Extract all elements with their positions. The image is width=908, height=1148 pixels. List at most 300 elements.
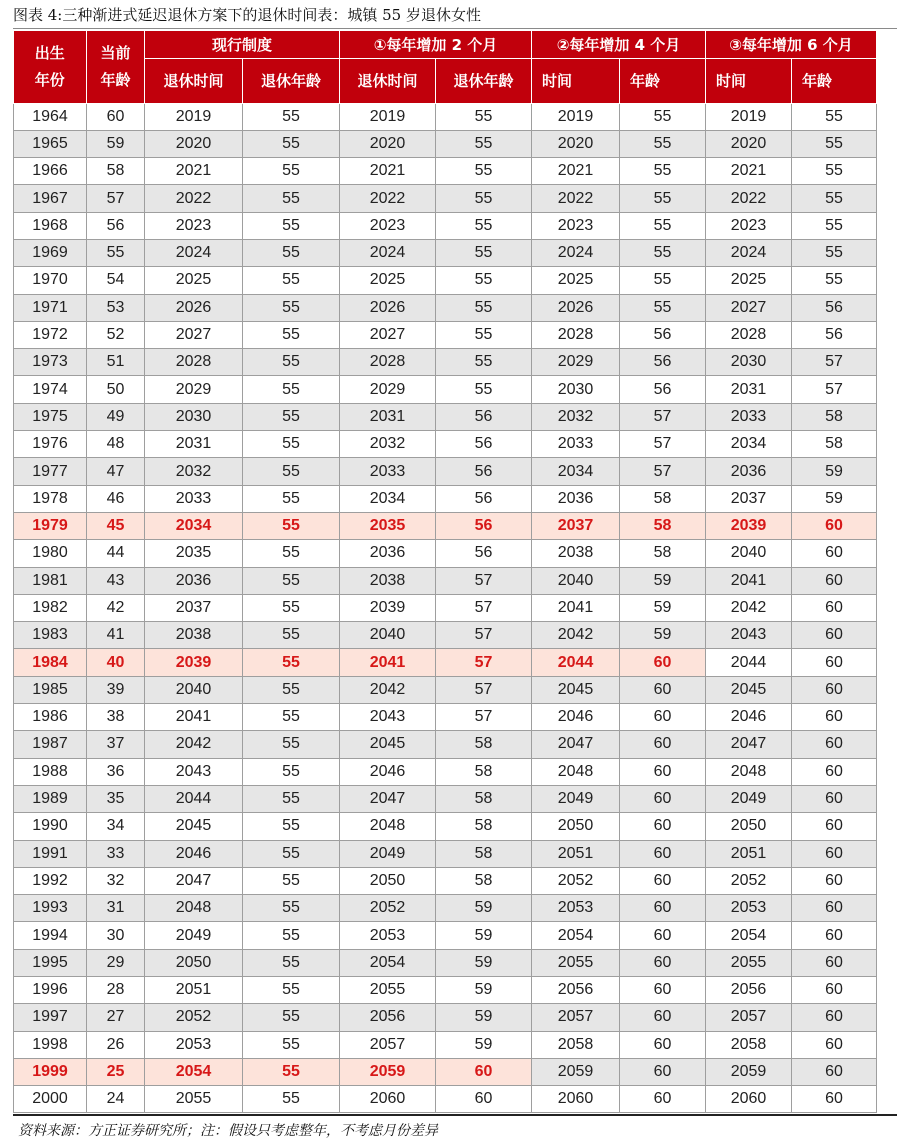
current-retire-time-cell: 2043 <box>145 758 243 785</box>
table-row <box>14 185 877 212</box>
plan2-time-cell: 2029 <box>532 349 620 376</box>
plan2-age-cell: 56 <box>620 376 706 403</box>
plan2-age-cell: 59 <box>620 594 706 621</box>
plan2-age-cell: 56 <box>620 349 706 376</box>
current-age-cell: 38 <box>87 704 145 731</box>
plan3-time-cell: 2034 <box>706 431 792 458</box>
header-sub-age: 年龄 <box>792 58 877 103</box>
plan1-age-cell: 58 <box>436 867 532 894</box>
table-row <box>14 1086 877 1113</box>
birth-year-cell: 1966 <box>14 158 87 185</box>
plan1-age-cell: 59 <box>436 1004 532 1031</box>
plan1-time-cell: 2035 <box>340 512 436 539</box>
table-row <box>14 676 877 703</box>
current-retire-age-cell: 55 <box>243 867 340 894</box>
header-sub-time: 时间 <box>532 58 620 103</box>
current-retire-age-cell: 55 <box>243 676 340 703</box>
current-retire-time-cell: 2023 <box>145 212 243 239</box>
plan3-time-cell: 2048 <box>706 758 792 785</box>
plan3-time-cell: 2020 <box>706 130 792 157</box>
table-row <box>14 403 877 430</box>
current-retire-time-cell: 2024 <box>145 239 243 266</box>
plan2-time-cell: 2044 <box>532 649 620 676</box>
plan1-time-cell: 2032 <box>340 431 436 458</box>
table-row <box>14 158 877 185</box>
table-row <box>14 349 877 376</box>
header-birth-year-line1: 出生 <box>34 43 65 62</box>
plan2-age-cell: 60 <box>620 922 706 949</box>
plan1-age-cell: 59 <box>436 949 532 976</box>
current-retire-age-cell: 55 <box>243 922 340 949</box>
plan1-age-cell: 58 <box>436 758 532 785</box>
plan1-age-cell: 55 <box>436 376 532 403</box>
header-sub-retire-age: 退休年龄 <box>436 58 532 103</box>
header-group-plan-2: ②每年增加 4 个月 <box>532 31 706 58</box>
plan1-time-cell: 2049 <box>340 840 436 867</box>
plan2-time-cell: 2033 <box>532 431 620 458</box>
birth-year-cell: 2000 <box>14 1086 87 1113</box>
plan3-age-cell: 60 <box>792 704 877 731</box>
current-retire-time-cell: 2045 <box>145 813 243 840</box>
birth-year-cell: 1988 <box>14 758 87 785</box>
plan1-time-cell: 2029 <box>340 376 436 403</box>
header-sub-time: 时间 <box>706 58 792 103</box>
plan2-age-cell: 60 <box>620 785 706 812</box>
plan3-age-cell: 60 <box>792 1086 877 1113</box>
source-note: 资料来源：方正证券研究所；注：假设只考虑整年，不考虑月份差异 <box>18 1123 438 1139</box>
table-title: 图表 4:三种渐进式延迟退休方案下的退休时间表：城镇 55 岁退休女性 <box>13 6 481 24</box>
plan3-time-cell: 2028 <box>706 321 792 348</box>
plan2-time-cell: 2057 <box>532 1004 620 1031</box>
plan3-age-cell: 55 <box>792 130 877 157</box>
plan2-age-cell: 55 <box>620 158 706 185</box>
current-age-cell: 37 <box>87 731 145 758</box>
plan1-age-cell: 58 <box>436 840 532 867</box>
current-age-cell: 45 <box>87 512 145 539</box>
birth-year-cell: 1992 <box>14 867 87 894</box>
plan1-age-cell: 56 <box>436 403 532 430</box>
birth-year-cell: 1970 <box>14 267 87 294</box>
plan3-age-cell: 60 <box>792 949 877 976</box>
current-retire-time-cell: 2048 <box>145 895 243 922</box>
plan1-age-cell: 55 <box>436 267 532 294</box>
current-retire-age-cell: 55 <box>243 512 340 539</box>
plan3-age-cell: 60 <box>792 622 877 649</box>
birth-year-cell: 1980 <box>14 540 87 567</box>
current-retire-time-cell: 2037 <box>145 594 243 621</box>
plan2-age-cell: 60 <box>620 1031 706 1058</box>
plan3-time-cell: 2039 <box>706 512 792 539</box>
plan1-time-cell: 2024 <box>340 239 436 266</box>
current-age-cell: 48 <box>87 431 145 458</box>
current-retire-time-cell: 2033 <box>145 485 243 512</box>
plan2-time-cell: 2034 <box>532 458 620 485</box>
plan1-age-cell: 55 <box>436 321 532 348</box>
plan2-time-cell: 2045 <box>532 676 620 703</box>
current-retire-age-cell: 55 <box>243 130 340 157</box>
current-retire-age-cell: 55 <box>243 103 340 130</box>
plan2-age-cell: 60 <box>620 840 706 867</box>
current-retire-time-cell: 2041 <box>145 704 243 731</box>
plan1-time-cell: 2052 <box>340 895 436 922</box>
plan2-age-cell: 60 <box>620 977 706 1004</box>
header-sub-retire-time: 退休时间 <box>340 58 436 103</box>
table-row <box>14 458 877 485</box>
plan3-time-cell: 2025 <box>706 267 792 294</box>
plan2-age-cell: 60 <box>620 731 706 758</box>
plan3-time-cell: 2054 <box>706 922 792 949</box>
plan1-time-cell: 2023 <box>340 212 436 239</box>
plan1-time-cell: 2040 <box>340 622 436 649</box>
birth-year-cell: 1996 <box>14 977 87 1004</box>
current-retire-age-cell: 55 <box>243 840 340 867</box>
plan1-age-cell: 55 <box>436 130 532 157</box>
current-retire-time-cell: 2028 <box>145 349 243 376</box>
current-retire-time-cell: 2034 <box>145 512 243 539</box>
table-row <box>14 1004 877 1031</box>
plan2-time-cell: 2030 <box>532 376 620 403</box>
plan3-age-cell: 60 <box>792 649 877 676</box>
plan2-time-cell: 2053 <box>532 895 620 922</box>
header-sub-retire-age: 退休年龄 <box>243 58 340 103</box>
plan1-age-cell: 57 <box>436 622 532 649</box>
current-retire-time-cell: 2029 <box>145 376 243 403</box>
header-current-age-line2: 年龄 <box>100 70 131 89</box>
table-row <box>14 649 877 676</box>
current-retire-time-cell: 2046 <box>145 840 243 867</box>
current-retire-time-cell: 2036 <box>145 567 243 594</box>
plan1-time-cell: 2022 <box>340 185 436 212</box>
plan2-time-cell: 2022 <box>532 185 620 212</box>
plan2-time-cell: 2048 <box>532 758 620 785</box>
plan2-time-cell: 2042 <box>532 622 620 649</box>
plan1-age-cell: 57 <box>436 649 532 676</box>
birth-year-cell: 1971 <box>14 294 87 321</box>
table-row <box>14 704 877 731</box>
current-retire-age-cell: 55 <box>243 594 340 621</box>
plan3-time-cell: 2047 <box>706 731 792 758</box>
plan2-time-cell: 2024 <box>532 239 620 266</box>
current-retire-time-cell: 2051 <box>145 977 243 1004</box>
current-retire-age-cell: 55 <box>243 239 340 266</box>
table-row <box>14 895 877 922</box>
plan1-time-cell: 2054 <box>340 949 436 976</box>
current-retire-age-cell: 55 <box>243 622 340 649</box>
current-age-cell: 41 <box>87 622 145 649</box>
plan3-age-cell: 60 <box>792 895 877 922</box>
birth-year-cell: 1989 <box>14 785 87 812</box>
birth-year-cell: 1990 <box>14 813 87 840</box>
table-row <box>14 103 877 130</box>
plan3-age-cell: 58 <box>792 431 877 458</box>
plan2-age-cell: 55 <box>620 267 706 294</box>
plan2-time-cell: 2041 <box>532 594 620 621</box>
birth-year-cell: 1981 <box>14 567 87 594</box>
plan3-age-cell: 60 <box>792 840 877 867</box>
plan2-time-cell: 2052 <box>532 867 620 894</box>
current-age-cell: 54 <box>87 267 145 294</box>
birth-year-cell: 1965 <box>14 130 87 157</box>
birth-year-cell: 1982 <box>14 594 87 621</box>
plan2-age-cell: 60 <box>620 813 706 840</box>
current-age-cell: 58 <box>87 158 145 185</box>
birth-year-cell: 1968 <box>14 212 87 239</box>
plan2-time-cell: 2055 <box>532 949 620 976</box>
table-row <box>14 922 877 949</box>
current-age-cell: 47 <box>87 458 145 485</box>
plan1-time-cell: 2027 <box>340 321 436 348</box>
current-age-cell: 31 <box>87 895 145 922</box>
current-retire-time-cell: 2038 <box>145 622 243 649</box>
plan3-time-cell: 2023 <box>706 212 792 239</box>
table-row <box>14 267 877 294</box>
plan3-time-cell: 2055 <box>706 949 792 976</box>
plan2-time-cell: 2056 <box>532 977 620 1004</box>
plan3-age-cell: 60 <box>792 676 877 703</box>
current-retire-age-cell: 55 <box>243 321 340 348</box>
plan3-age-cell: 60 <box>792 1031 877 1058</box>
plan3-time-cell: 2059 <box>706 1058 792 1085</box>
plan1-age-cell: 55 <box>436 239 532 266</box>
plan2-time-cell: 2036 <box>532 485 620 512</box>
current-retire-age-cell: 55 <box>243 949 340 976</box>
header-sub-age: 年龄 <box>620 58 706 103</box>
current-retire-time-cell: 2032 <box>145 458 243 485</box>
table-row <box>14 867 877 894</box>
table-row <box>14 540 877 567</box>
birth-year-cell: 1987 <box>14 731 87 758</box>
plan1-age-cell: 57 <box>436 594 532 621</box>
current-age-cell: 52 <box>87 321 145 348</box>
plan2-age-cell: 60 <box>620 676 706 703</box>
current-retire-age-cell: 55 <box>243 895 340 922</box>
current-retire-age-cell: 55 <box>243 212 340 239</box>
table-row <box>14 813 877 840</box>
birth-year-cell: 1998 <box>14 1031 87 1058</box>
current-age-cell: 29 <box>87 949 145 976</box>
plan1-time-cell: 2050 <box>340 867 436 894</box>
plan2-time-cell: 2049 <box>532 785 620 812</box>
birth-year-cell: 1999 <box>14 1058 87 1085</box>
plan3-time-cell: 2037 <box>706 485 792 512</box>
plan3-time-cell: 2060 <box>706 1086 792 1113</box>
plan2-time-cell: 2032 <box>532 403 620 430</box>
retirement-schedule-table <box>13 31 877 1113</box>
plan3-age-cell: 60 <box>792 1004 877 1031</box>
current-retire-age-cell: 55 <box>243 649 340 676</box>
plan3-age-cell: 60 <box>792 977 877 1004</box>
plan3-time-cell: 2019 <box>706 103 792 130</box>
current-retire-time-cell: 2040 <box>145 676 243 703</box>
plan3-age-cell: 59 <box>792 485 877 512</box>
plan3-age-cell: 56 <box>792 294 877 321</box>
plan1-age-cell: 55 <box>436 349 532 376</box>
current-retire-age-cell: 55 <box>243 403 340 430</box>
plan3-time-cell: 2021 <box>706 158 792 185</box>
plan1-time-cell: 2041 <box>340 649 436 676</box>
plan2-time-cell: 2050 <box>532 813 620 840</box>
plan3-time-cell: 2044 <box>706 649 792 676</box>
plan2-age-cell: 58 <box>620 540 706 567</box>
plan2-time-cell: 2058 <box>532 1031 620 1058</box>
current-age-cell: 33 <box>87 840 145 867</box>
plan3-time-cell: 2049 <box>706 785 792 812</box>
current-age-cell: 60 <box>87 103 145 130</box>
plan2-age-cell: 59 <box>620 622 706 649</box>
plan1-time-cell: 2056 <box>340 1004 436 1031</box>
current-age-cell: 30 <box>87 922 145 949</box>
plan3-time-cell: 2043 <box>706 622 792 649</box>
plan2-time-cell: 2028 <box>532 321 620 348</box>
current-retire-time-cell: 2044 <box>145 785 243 812</box>
plan3-age-cell: 55 <box>792 158 877 185</box>
table-row <box>14 431 877 458</box>
table-body <box>14 103 877 1113</box>
plan3-time-cell: 2045 <box>706 676 792 703</box>
birth-year-cell: 1973 <box>14 349 87 376</box>
plan2-age-cell: 55 <box>620 103 706 130</box>
plan1-age-cell: 58 <box>436 813 532 840</box>
plan2-age-cell: 57 <box>620 431 706 458</box>
plan3-age-cell: 57 <box>792 376 877 403</box>
plan2-time-cell: 2021 <box>532 158 620 185</box>
current-age-cell: 35 <box>87 785 145 812</box>
header-group-current-system: 现行制度 <box>145 31 340 58</box>
plan3-age-cell: 58 <box>792 403 877 430</box>
plan1-time-cell: 2043 <box>340 704 436 731</box>
plan3-time-cell: 2030 <box>706 349 792 376</box>
current-retire-age-cell: 55 <box>243 376 340 403</box>
plan1-time-cell: 2055 <box>340 977 436 1004</box>
plan3-time-cell: 2036 <box>706 458 792 485</box>
plan2-time-cell: 2040 <box>532 567 620 594</box>
current-age-cell: 43 <box>87 567 145 594</box>
plan3-time-cell: 2022 <box>706 185 792 212</box>
plan1-age-cell: 56 <box>436 512 532 539</box>
plan2-age-cell: 55 <box>620 294 706 321</box>
header-current-age-line1: 当前 <box>100 43 131 62</box>
plan2-age-cell: 55 <box>620 130 706 157</box>
table-row <box>14 512 877 539</box>
plan3-age-cell: 56 <box>792 321 877 348</box>
current-retire-age-cell: 55 <box>243 785 340 812</box>
plan1-age-cell: 60 <box>436 1086 532 1113</box>
current-age-cell: 28 <box>87 977 145 1004</box>
current-age-cell: 39 <box>87 676 145 703</box>
plan3-time-cell: 2053 <box>706 895 792 922</box>
birth-year-cell: 1972 <box>14 321 87 348</box>
birth-year-cell: 1964 <box>14 103 87 130</box>
bottom-divider <box>13 1114 897 1116</box>
header-birth-year-line2: 年份 <box>34 70 65 89</box>
plan2-age-cell: 60 <box>620 758 706 785</box>
plan2-time-cell: 2047 <box>532 731 620 758</box>
plan2-age-cell: 58 <box>620 485 706 512</box>
birth-year-cell: 1983 <box>14 622 87 649</box>
plan1-age-cell: 57 <box>436 567 532 594</box>
plan2-age-cell: 60 <box>620 1086 706 1113</box>
plan1-time-cell: 2045 <box>340 731 436 758</box>
current-retire-time-cell: 2054 <box>145 1058 243 1085</box>
current-retire-age-cell: 55 <box>243 185 340 212</box>
current-retire-time-cell: 2027 <box>145 321 243 348</box>
plan1-age-cell: 57 <box>436 704 532 731</box>
plan3-age-cell: 55 <box>792 267 877 294</box>
plan3-time-cell: 2057 <box>706 1004 792 1031</box>
plan2-time-cell: 2026 <box>532 294 620 321</box>
plan2-age-cell: 60 <box>620 895 706 922</box>
current-retire-age-cell: 55 <box>243 349 340 376</box>
birth-year-cell: 1997 <box>14 1004 87 1031</box>
current-retire-time-cell: 2026 <box>145 294 243 321</box>
current-retire-time-cell: 2039 <box>145 649 243 676</box>
table-row <box>14 949 877 976</box>
plan2-time-cell: 2060 <box>532 1086 620 1113</box>
plan3-age-cell: 55 <box>792 239 877 266</box>
plan1-age-cell: 60 <box>436 1058 532 1085</box>
plan3-age-cell: 55 <box>792 185 877 212</box>
plan3-age-cell: 55 <box>792 103 877 130</box>
current-retire-age-cell: 55 <box>243 158 340 185</box>
birth-year-cell: 1995 <box>14 949 87 976</box>
birth-year-cell: 1979 <box>14 512 87 539</box>
plan3-time-cell: 2050 <box>706 813 792 840</box>
plan1-age-cell: 59 <box>436 977 532 1004</box>
current-retire-time-cell: 2047 <box>145 867 243 894</box>
table-row <box>14 840 877 867</box>
plan2-time-cell: 2051 <box>532 840 620 867</box>
plan3-age-cell: 57 <box>792 349 877 376</box>
plan3-age-cell: 60 <box>792 594 877 621</box>
header-birth-year <box>14 31 87 103</box>
plan3-age-cell: 60 <box>792 785 877 812</box>
plan2-age-cell: 55 <box>620 185 706 212</box>
current-retire-age-cell: 55 <box>243 1004 340 1031</box>
plan3-time-cell: 2031 <box>706 376 792 403</box>
table-row <box>14 785 877 812</box>
current-retire-time-cell: 2050 <box>145 949 243 976</box>
current-age-cell: 56 <box>87 212 145 239</box>
plan2-age-cell: 60 <box>620 704 706 731</box>
current-age-cell: 42 <box>87 594 145 621</box>
plan1-time-cell: 2039 <box>340 594 436 621</box>
plan3-time-cell: 2046 <box>706 704 792 731</box>
plan3-time-cell: 2051 <box>706 840 792 867</box>
current-retire-age-cell: 55 <box>243 731 340 758</box>
plan1-time-cell: 2019 <box>340 103 436 130</box>
plan2-time-cell: 2059 <box>532 1058 620 1085</box>
current-age-cell: 40 <box>87 649 145 676</box>
birth-year-cell: 1969 <box>14 239 87 266</box>
birth-year-cell: 1984 <box>14 649 87 676</box>
plan1-age-cell: 55 <box>436 212 532 239</box>
plan2-time-cell: 2023 <box>532 212 620 239</box>
plan1-time-cell: 2060 <box>340 1086 436 1113</box>
plan3-age-cell: 60 <box>792 567 877 594</box>
current-retire-age-cell: 55 <box>243 485 340 512</box>
plan1-age-cell: 58 <box>436 731 532 758</box>
plan3-age-cell: 60 <box>792 1058 877 1085</box>
plan1-time-cell: 2036 <box>340 540 436 567</box>
plan3-age-cell: 60 <box>792 512 877 539</box>
plan2-time-cell: 2054 <box>532 922 620 949</box>
plan1-age-cell: 59 <box>436 1031 532 1058</box>
current-age-cell: 59 <box>87 130 145 157</box>
current-age-cell: 24 <box>87 1086 145 1113</box>
current-age-cell: 36 <box>87 758 145 785</box>
table-row <box>14 485 877 512</box>
header-sub-retire-time: 退休时间 <box>145 58 243 103</box>
